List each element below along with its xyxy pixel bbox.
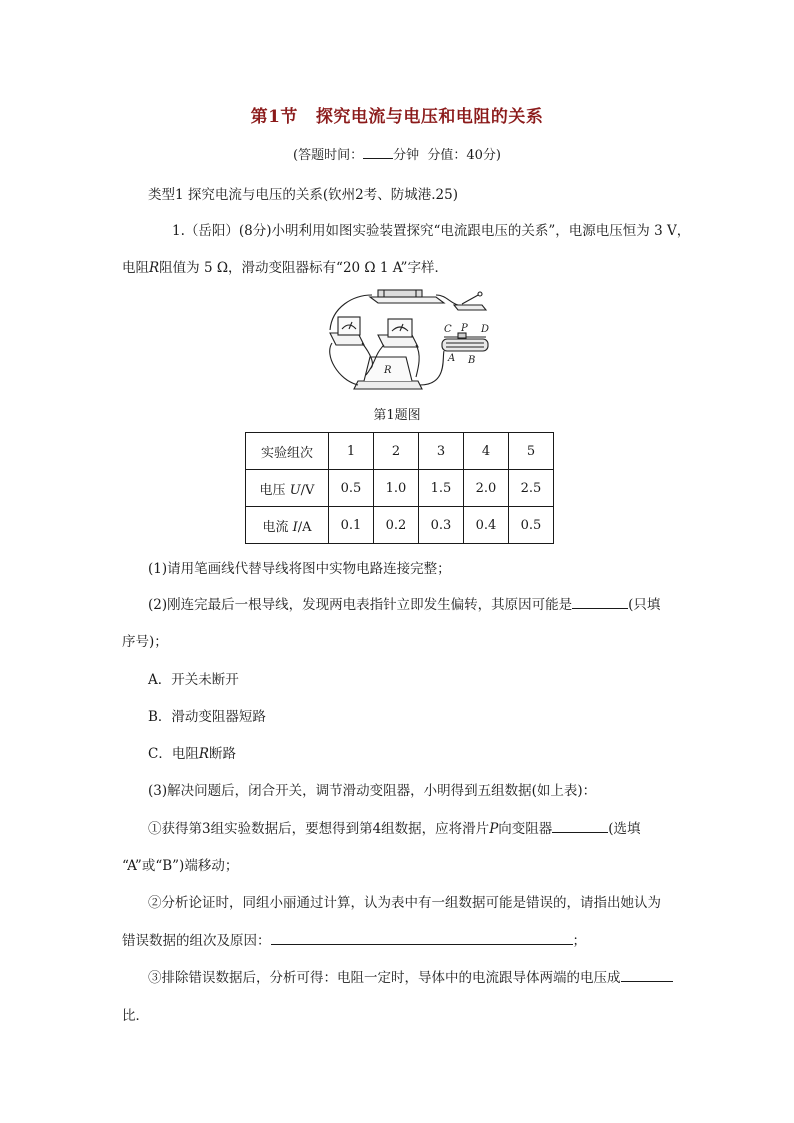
- type-heading: 类型1 探究电流与电压的关系(钦州2考、防城港.25): [148, 187, 458, 203]
- text: ③排除错误数据后，分析可得：电阻一定时，导体中的电流跟导体两端的电压成: [148, 970, 621, 986]
- question-1-line-1: 1.（岳阳）(8分)小明利用如图实验装置探究“电流跟电压的关系”，电源电压恒为 3 V，: [172, 223, 691, 239]
- answer-time-line: [0, 144, 794, 163]
- table-header-cell: 2: [374, 433, 419, 470]
- text: 阻值为 5 Ω，滑动变阻器标有“20 Ω 1 A”字样．: [159, 260, 448, 276]
- label-b: B: [468, 355, 476, 366]
- section-number: 第1节: [250, 107, 298, 127]
- var-u: U: [289, 482, 301, 498]
- text: 错误数据的组次及原因：: [122, 933, 271, 949]
- text: 电阻: [122, 260, 149, 276]
- sub-3-line-1: [148, 966, 673, 986]
- answer-blank-3-2[interactable]: [271, 932, 573, 945]
- table-header-cell: 4: [464, 433, 509, 470]
- answer-blank-3-3[interactable]: [621, 969, 673, 982]
- table-cell: 2.5: [509, 470, 554, 507]
- question-1-line-2: [122, 256, 448, 276]
- part-1: (1)请用笔画线代替导线将图中实物电路连接完整；: [148, 561, 451, 577]
- var-r: R: [198, 746, 210, 762]
- table-header-cell: 5: [509, 433, 554, 470]
- table-cell: 0.5: [509, 507, 554, 544]
- sub-1-line-1: [148, 817, 641, 837]
- label-r: R: [384, 365, 392, 376]
- text: /A: [297, 519, 312, 535]
- table-header-row: [246, 433, 554, 470]
- sub-1-line-2: “A”或“B”)端移动；: [122, 858, 239, 874]
- option-b: B．滑动变阻器短路: [148, 709, 266, 725]
- row-label-voltage: [246, 470, 329, 507]
- table-row: [246, 470, 554, 507]
- answer-blank-3-1[interactable]: [552, 820, 608, 833]
- score-label: 分值：40分): [427, 148, 501, 163]
- table-cell: 1.5: [419, 470, 464, 507]
- label-d: D: [481, 324, 490, 335]
- text: ；: [572, 933, 586, 949]
- part-3: (3)解决问题后，闭合开关，调节滑动变阻器，小明得到五组数据(如上表)：: [148, 783, 597, 799]
- table-cell: 0.3: [419, 507, 464, 544]
- var-p: P: [489, 821, 499, 837]
- var-i: I: [292, 519, 298, 535]
- table-header-cell: 1: [329, 433, 374, 470]
- table-cell: 0.4: [464, 507, 509, 544]
- text: 电流: [262, 519, 293, 535]
- option-a: A．开关未断开: [148, 672, 239, 688]
- answer-blank-2[interactable]: [572, 596, 628, 609]
- part-2-line-1: [148, 593, 660, 613]
- circuit-figure: [318, 285, 494, 397]
- table-cell: 0.5: [329, 470, 374, 507]
- text: (只填: [628, 597, 661, 613]
- text: C．电阻: [148, 746, 199, 762]
- table-cell: 0.2: [374, 507, 419, 544]
- sub-2-line-2: [122, 929, 586, 949]
- var-r: R: [149, 260, 160, 276]
- part-2-line-2: 序号)；: [122, 634, 168, 650]
- row-label-current: [246, 507, 329, 544]
- data-table: [245, 432, 554, 544]
- label-c: C: [444, 324, 452, 335]
- text: 电压: [259, 482, 290, 498]
- table-cell: 0.1: [329, 507, 374, 544]
- table-row: [246, 507, 554, 544]
- text: /V: [300, 482, 315, 498]
- minutes-label: 分钟: [393, 148, 420, 163]
- table-cell: 1.0: [374, 470, 419, 507]
- table-cell: 2.0: [464, 470, 509, 507]
- time-label: (答题时间：: [293, 148, 364, 163]
- label-a: A: [448, 353, 456, 364]
- table-header-cell: 3: [419, 433, 464, 470]
- figure-caption: 第1题图: [373, 408, 421, 423]
- text: (选填: [608, 821, 641, 837]
- time-blank[interactable]: [363, 146, 393, 159]
- sub-3-line-2: 比．: [122, 1008, 149, 1024]
- sub-2-line-1: ②分析论证时，同组小丽通过计算，认为表中有一组数据可能是错误的，请指出她认为: [148, 895, 661, 911]
- text: 断路: [209, 746, 237, 762]
- label-p: P: [461, 323, 468, 334]
- table-header-label: 实验组次: [246, 433, 329, 470]
- text: 向变阻器: [498, 821, 553, 837]
- option-c: [148, 742, 236, 762]
- section-topic: 探究电流与电压和电阻的关系: [315, 107, 544, 127]
- text: (2)刚连完最后一根导线，发现两电表指针立即发生偏转，其原因可能是: [148, 597, 573, 613]
- section-title: [0, 102, 794, 127]
- text: ①获得第3组实验数据后，要想得到第4组数据，应将滑片: [148, 821, 490, 837]
